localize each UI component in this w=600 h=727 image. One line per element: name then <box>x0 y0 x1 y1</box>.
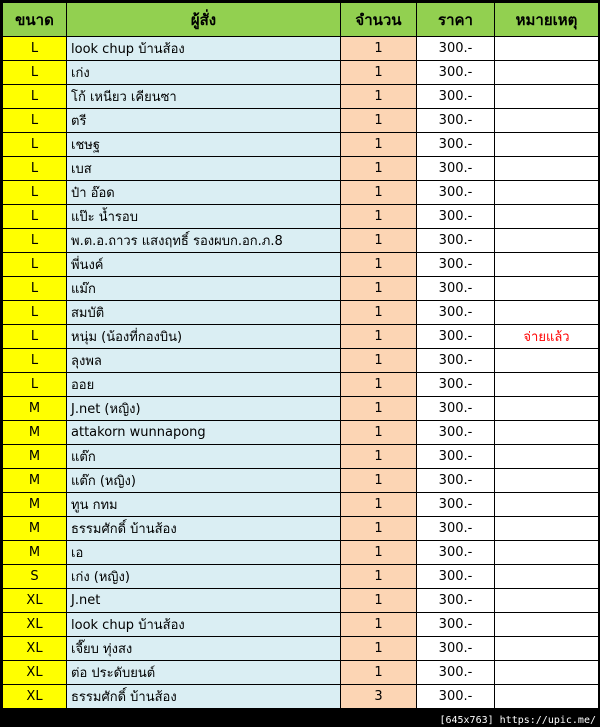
table-row <box>3 517 599 541</box>
price-cell: 300.- <box>417 517 495 541</box>
price-cell: 300.- <box>417 301 495 325</box>
note-cell <box>495 421 599 445</box>
size-cell: L <box>3 133 67 157</box>
size-cell: XL <box>3 613 67 637</box>
name-cell: ทูน กทม <box>67 493 341 517</box>
note-cell <box>495 541 599 565</box>
qty-cell: 1 <box>341 37 417 61</box>
size-cell: L <box>3 109 67 133</box>
header-qty: จำนวน <box>341 3 417 37</box>
qty-cell: 1 <box>341 421 417 445</box>
qty-cell: 1 <box>341 85 417 109</box>
qty-cell: 1 <box>341 541 417 565</box>
table-row <box>3 133 599 157</box>
qty-cell: 1 <box>341 613 417 637</box>
table-row <box>3 589 599 613</box>
note-cell <box>495 109 599 133</box>
price-cell: 300.- <box>417 493 495 517</box>
table-row <box>3 685 599 709</box>
size-cell: L <box>3 157 67 181</box>
table-row <box>3 397 599 421</box>
price-cell: 300.- <box>417 397 495 421</box>
note-cell <box>495 205 599 229</box>
qty-cell: 1 <box>341 229 417 253</box>
price-cell: 300.- <box>417 421 495 445</box>
price-cell: 300.- <box>417 61 495 85</box>
note-cell <box>495 181 599 205</box>
size-cell: M <box>3 469 67 493</box>
price-cell: 300.- <box>417 157 495 181</box>
table-row <box>3 301 599 325</box>
size-cell: L <box>3 229 67 253</box>
note-cell <box>495 637 599 661</box>
name-cell: พ.ต.อ.ถาวร แสงฤทธิ์ รองผบก.อก.ภ.8 <box>67 229 341 253</box>
name-cell: เก่ง <box>67 61 341 85</box>
qty-cell: 1 <box>341 61 417 85</box>
qty-cell: 1 <box>341 325 417 349</box>
price-cell: 300.- <box>417 349 495 373</box>
table-row <box>3 61 599 85</box>
qty-cell: 1 <box>341 181 417 205</box>
size-cell: L <box>3 61 67 85</box>
note-cell <box>495 397 599 421</box>
note-cell <box>495 85 599 109</box>
table-row <box>3 109 599 133</box>
note-cell <box>495 157 599 181</box>
name-cell: ลุงพล <box>67 349 341 373</box>
note-cell <box>495 493 599 517</box>
table-row <box>3 277 599 301</box>
qty-cell: 1 <box>341 205 417 229</box>
name-cell: เบส <box>67 157 341 181</box>
name-cell: แม๊ก <box>67 277 341 301</box>
order-table <box>2 2 599 709</box>
table-row <box>3 229 599 253</box>
price-cell: 300.- <box>417 373 495 397</box>
size-cell: XL <box>3 685 67 709</box>
note-cell <box>495 349 599 373</box>
price-cell: 300.- <box>417 277 495 301</box>
table-row <box>3 493 599 517</box>
note-cell <box>495 133 599 157</box>
price-cell: 300.- <box>417 613 495 637</box>
name-cell: J.net (หญิง) <box>67 397 341 421</box>
table-row <box>3 181 599 205</box>
qty-cell: 1 <box>341 445 417 469</box>
note-cell <box>495 613 599 637</box>
size-cell: L <box>3 277 67 301</box>
name-cell: เชษฐ <box>67 133 341 157</box>
size-cell: S <box>3 565 67 589</box>
price-cell: 300.- <box>417 133 495 157</box>
price-cell: 300.- <box>417 637 495 661</box>
price-cell: 300.- <box>417 661 495 685</box>
note-cell <box>495 661 599 685</box>
name-cell: look chup บ้านส้อง <box>67 613 341 637</box>
qty-cell: 1 <box>341 253 417 277</box>
name-cell: แป๊ะ น้ำรอบ <box>67 205 341 229</box>
qty-cell: 1 <box>341 349 417 373</box>
name-cell: ตรี <box>67 109 341 133</box>
price-cell: 300.- <box>417 565 495 589</box>
table-row <box>3 565 599 589</box>
price-cell: 300.- <box>417 589 495 613</box>
name-cell: เอ <box>67 541 341 565</box>
table-row <box>3 637 599 661</box>
table-body <box>3 37 599 709</box>
price-cell: 300.- <box>417 469 495 493</box>
name-cell: แต๊ก (หญิง) <box>67 469 341 493</box>
qty-cell: 1 <box>341 469 417 493</box>
table-row <box>3 469 599 493</box>
image-host-footer: [645x763] https://upic.me/ <box>439 715 596 726</box>
table-row <box>3 445 599 469</box>
note-cell <box>495 469 599 493</box>
price-cell: 300.- <box>417 181 495 205</box>
size-cell: M <box>3 445 67 469</box>
table-row <box>3 613 599 637</box>
table-row <box>3 421 599 445</box>
note-cell <box>495 685 599 709</box>
size-cell: L <box>3 181 67 205</box>
table-row <box>3 37 599 61</box>
size-cell: XL <box>3 637 67 661</box>
qty-cell: 1 <box>341 277 417 301</box>
qty-cell: 1 <box>341 109 417 133</box>
name-cell: เจี๊ยบ ทุ่งสง <box>67 637 341 661</box>
table-row <box>3 373 599 397</box>
header-note: หมายเหตุ <box>495 3 599 37</box>
table-row <box>3 253 599 277</box>
qty-cell: 1 <box>341 373 417 397</box>
note-cell <box>495 229 599 253</box>
name-cell: J.net <box>67 589 341 613</box>
name-cell: แต๊ก <box>67 445 341 469</box>
table-row <box>3 349 599 373</box>
size-cell: L <box>3 205 67 229</box>
table-row <box>3 325 599 349</box>
qty-cell: 1 <box>341 493 417 517</box>
note-cell <box>495 589 599 613</box>
note-cell <box>495 277 599 301</box>
name-cell: โก้ เหนียว เคียนซา <box>67 85 341 109</box>
qty-cell: 1 <box>341 517 417 541</box>
price-cell: 300.- <box>417 37 495 61</box>
size-cell: L <box>3 349 67 373</box>
name-cell: attakorn wunnapong <box>67 421 341 445</box>
qty-cell: 1 <box>341 565 417 589</box>
price-cell: 300.- <box>417 109 495 133</box>
table-row <box>3 85 599 109</box>
size-cell: XL <box>3 589 67 613</box>
note-cell <box>495 445 599 469</box>
table-row <box>3 157 599 181</box>
name-cell: หนุ่ม (น้องที่กองบิน) <box>67 325 341 349</box>
price-cell: 300.- <box>417 445 495 469</box>
table-row <box>3 661 599 685</box>
name-cell: ป๋า อ๊อด <box>67 181 341 205</box>
header-row <box>3 3 599 37</box>
price-cell: 300.- <box>417 85 495 109</box>
qty-cell: 1 <box>341 301 417 325</box>
price-cell: 300.- <box>417 229 495 253</box>
name-cell: ต่อ ประดับยนต์ <box>67 661 341 685</box>
name-cell: ธรรมศักดิ์ บ้านส้อง <box>67 517 341 541</box>
header-name: ผู้สั่ง <box>67 3 341 37</box>
price-cell: 300.- <box>417 325 495 349</box>
qty-cell: 1 <box>341 589 417 613</box>
size-cell: L <box>3 253 67 277</box>
size-cell: XL <box>3 661 67 685</box>
size-cell: M <box>3 421 67 445</box>
price-cell: 300.- <box>417 685 495 709</box>
size-cell: L <box>3 37 67 61</box>
name-cell: ออย <box>67 373 341 397</box>
note-cell <box>495 253 599 277</box>
size-cell: M <box>3 517 67 541</box>
size-cell: M <box>3 541 67 565</box>
size-cell: L <box>3 301 67 325</box>
name-cell: ธรรมศักดิ์ บ้านส้อง <box>67 685 341 709</box>
note-cell <box>495 373 599 397</box>
price-cell: 300.- <box>417 205 495 229</box>
note-cell <box>495 565 599 589</box>
name-cell: look chup บ้านส้อง <box>67 37 341 61</box>
note-cell <box>495 517 599 541</box>
size-cell: L <box>3 325 67 349</box>
qty-cell: 1 <box>341 397 417 421</box>
name-cell: สมบัติ <box>67 301 341 325</box>
qty-cell: 3 <box>341 685 417 709</box>
price-cell: 300.- <box>417 541 495 565</box>
note-cell <box>495 37 599 61</box>
note-cell <box>495 61 599 85</box>
name-cell: เก่ง (หญิง) <box>67 565 341 589</box>
header-size: ขนาด <box>3 3 67 37</box>
size-cell: M <box>3 493 67 517</box>
note-cell: จ่ายแล้ว <box>495 325 599 349</box>
note-cell <box>495 301 599 325</box>
size-cell: L <box>3 373 67 397</box>
qty-cell: 1 <box>341 661 417 685</box>
header-price: ราคา <box>417 3 495 37</box>
qty-cell: 1 <box>341 133 417 157</box>
qty-cell: 1 <box>341 637 417 661</box>
table-row <box>3 205 599 229</box>
qty-cell: 1 <box>341 157 417 181</box>
size-cell: M <box>3 397 67 421</box>
size-cell: L <box>3 85 67 109</box>
price-cell: 300.- <box>417 253 495 277</box>
table-row <box>3 541 599 565</box>
name-cell: พี่นงค์ <box>67 253 341 277</box>
